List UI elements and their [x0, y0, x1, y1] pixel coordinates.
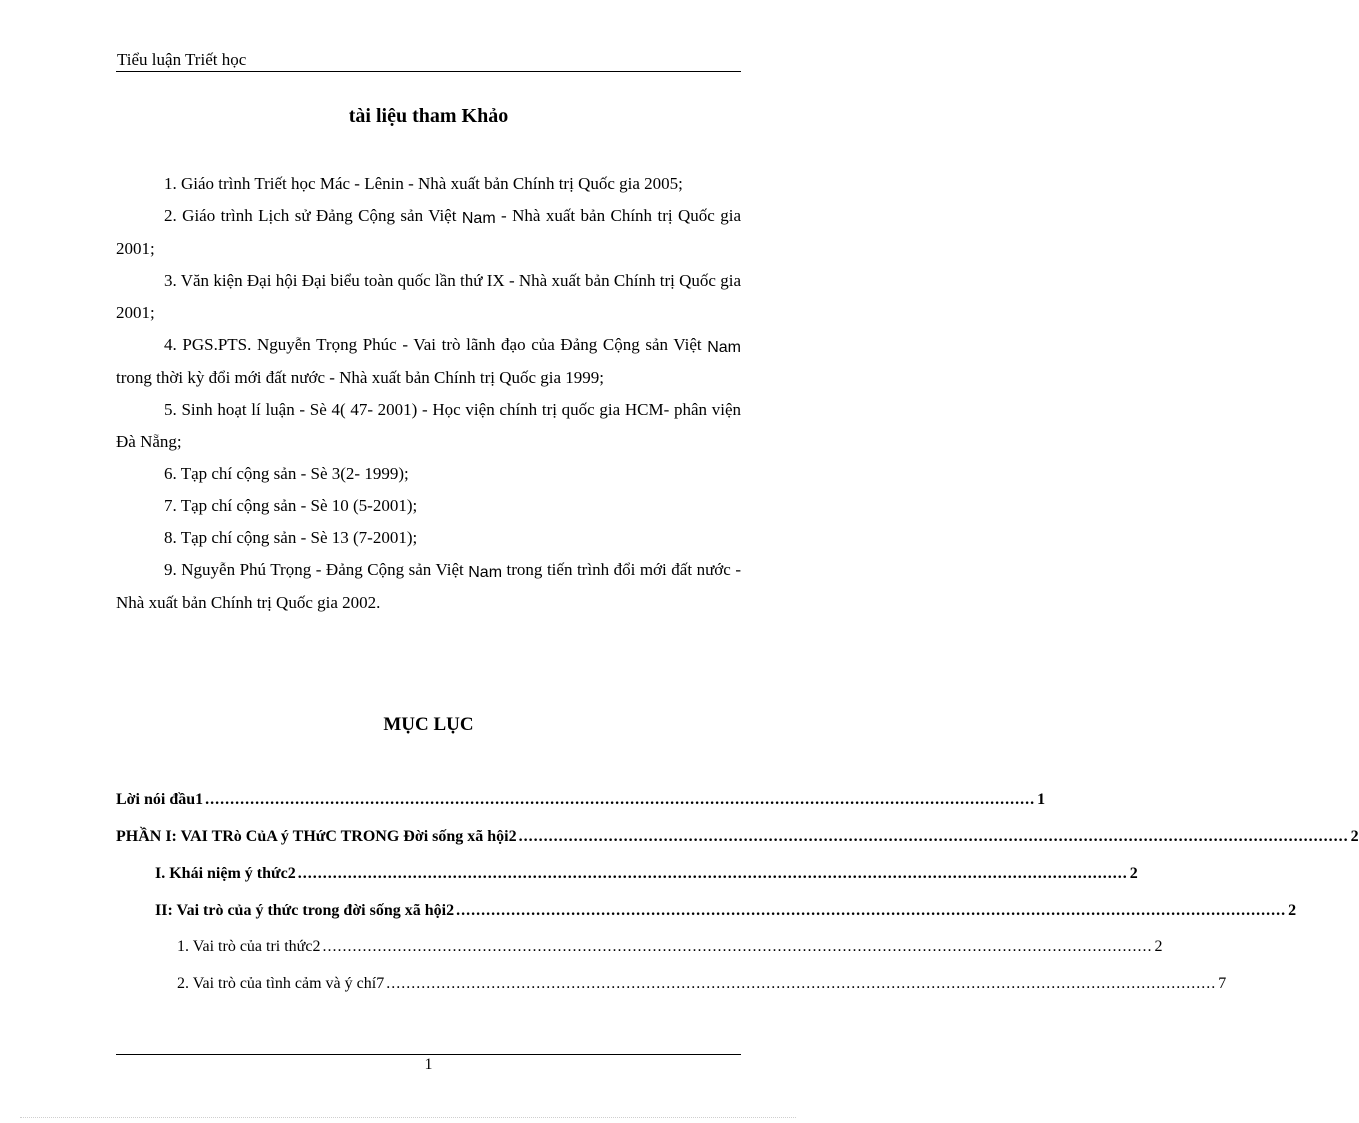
- reference-item: 4. PGS.PTS. Nguyễn Trọng Phúc - Vai trò lãnh đạo của Đảng Cộng sản Việt Nam trong thời kỳ đổi mới đất nước - Nhà xuất bản Chính trị Quốc gia 1999;: [116, 335, 741, 387]
- toc-entry-vai-tro-y-thuc[interactable]: [155, 900, 1297, 922]
- toc-title: MỤC LỤC: [383, 714, 474, 735]
- reference-item: 2. Giáo trình Lịch sử Đảng Cộng sản Việt Nam - Nhà xuất bản Chính trị Quốc gia 2001;: [116, 206, 741, 258]
- toc-leader-dots: ......................................................................................................................................................................: [205, 791, 1036, 808]
- nam-word: Nam: [461, 210, 496, 227]
- toc-entry-label: Lời nói đầu1: [116, 791, 204, 808]
- toc-entry-label: PHẦN I: VAI TRò CủA ý THứC TRONG Đời sống xã hội2: [116, 828, 517, 845]
- reference-item: 6. Tạp chí cộng sản - Sè 3(2- 1999);: [164, 464, 409, 483]
- reference-item: 8. Tạp chí cộng sản - Sè 13 (7-2001);: [164, 528, 418, 547]
- references-list: [116, 168, 741, 619]
- toc-entry-phan-1[interactable]: [116, 826, 1359, 848]
- reference-item: 9. Nguyễn Phú Trọng - Đảng Cộng sản Việt Nam trong tiến trình đổi mới đất nước - Nhà xuất bản Chính trị Quốc gia 2002.: [116, 560, 741, 612]
- page-edge-divider: [20, 1117, 796, 1118]
- toc-page-number: 7: [1218, 975, 1227, 992]
- nam-word: Nam: [468, 564, 503, 581]
- references-title: tài liệu tham Khảo: [348, 105, 509, 127]
- toc-page-number: 2: [1129, 865, 1138, 882]
- toc-entry-label: 2. Vai trò của tình cảm và ý chí7: [177, 975, 385, 992]
- toc-entry-tinh-cam[interactable]: [177, 973, 1227, 995]
- toc-entry-khai-niem[interactable]: [155, 863, 1138, 885]
- toc-leader-dots: ......................................................................................................................................................................: [456, 902, 1287, 919]
- toc-entry-tri-thuc[interactable]: [177, 936, 1163, 958]
- toc-page-number: 2: [1154, 938, 1163, 955]
- toc-page-number: 2: [1350, 828, 1359, 845]
- reference-item: 1. Giáo trình Triết học Mác - Lênin - Nhà xuất bản Chính trị Quốc gia 2005;: [164, 174, 683, 193]
- footer-rule: [116, 1054, 741, 1055]
- toc-leader-dots: ......................................................................................................................................................................: [297, 865, 1128, 882]
- toc-leader-dots: ......................................................................................................................................................................: [322, 938, 1153, 955]
- reference-item: 3. Văn kiện Đại hội Đại biểu toàn quốc lần thứ IX - Nhà xuất bản Chính trị Quốc gia 2001;: [116, 271, 741, 322]
- header-rule: [116, 71, 741, 72]
- toc-page-number: 1: [1037, 791, 1046, 808]
- toc-page-number: 2: [1288, 902, 1297, 919]
- toc-entry-label: I. Khái niệm ý thức2: [155, 865, 296, 882]
- toc-entry-label: 1. Vai trò của tri thức2: [177, 938, 321, 955]
- page-number: 1: [424, 1056, 433, 1073]
- toc-entry-loi-noi-dau[interactable]: [116, 789, 1046, 811]
- toc-leader-dots: ......................................................................................................................................................................: [386, 975, 1217, 992]
- toc-leader-dots: ......................................................................................................................................................................: [518, 828, 1349, 845]
- nam-word: Nam: [707, 339, 741, 356]
- running-header: Tiểu luận Triết học: [117, 50, 247, 69]
- reference-item: 7. Tạp chí cộng sản - Sè 10 (5-2001);: [164, 496, 418, 515]
- reference-item: 5. Sinh hoạt lí luận - Sè 4( 47- 2001) - Học viện chính trị quốc gia HCM- phân viện Đà Nẵng;: [116, 400, 741, 451]
- toc-entry-label: II: Vai trò của ý thức trong đời sống xã hội2: [155, 902, 455, 919]
